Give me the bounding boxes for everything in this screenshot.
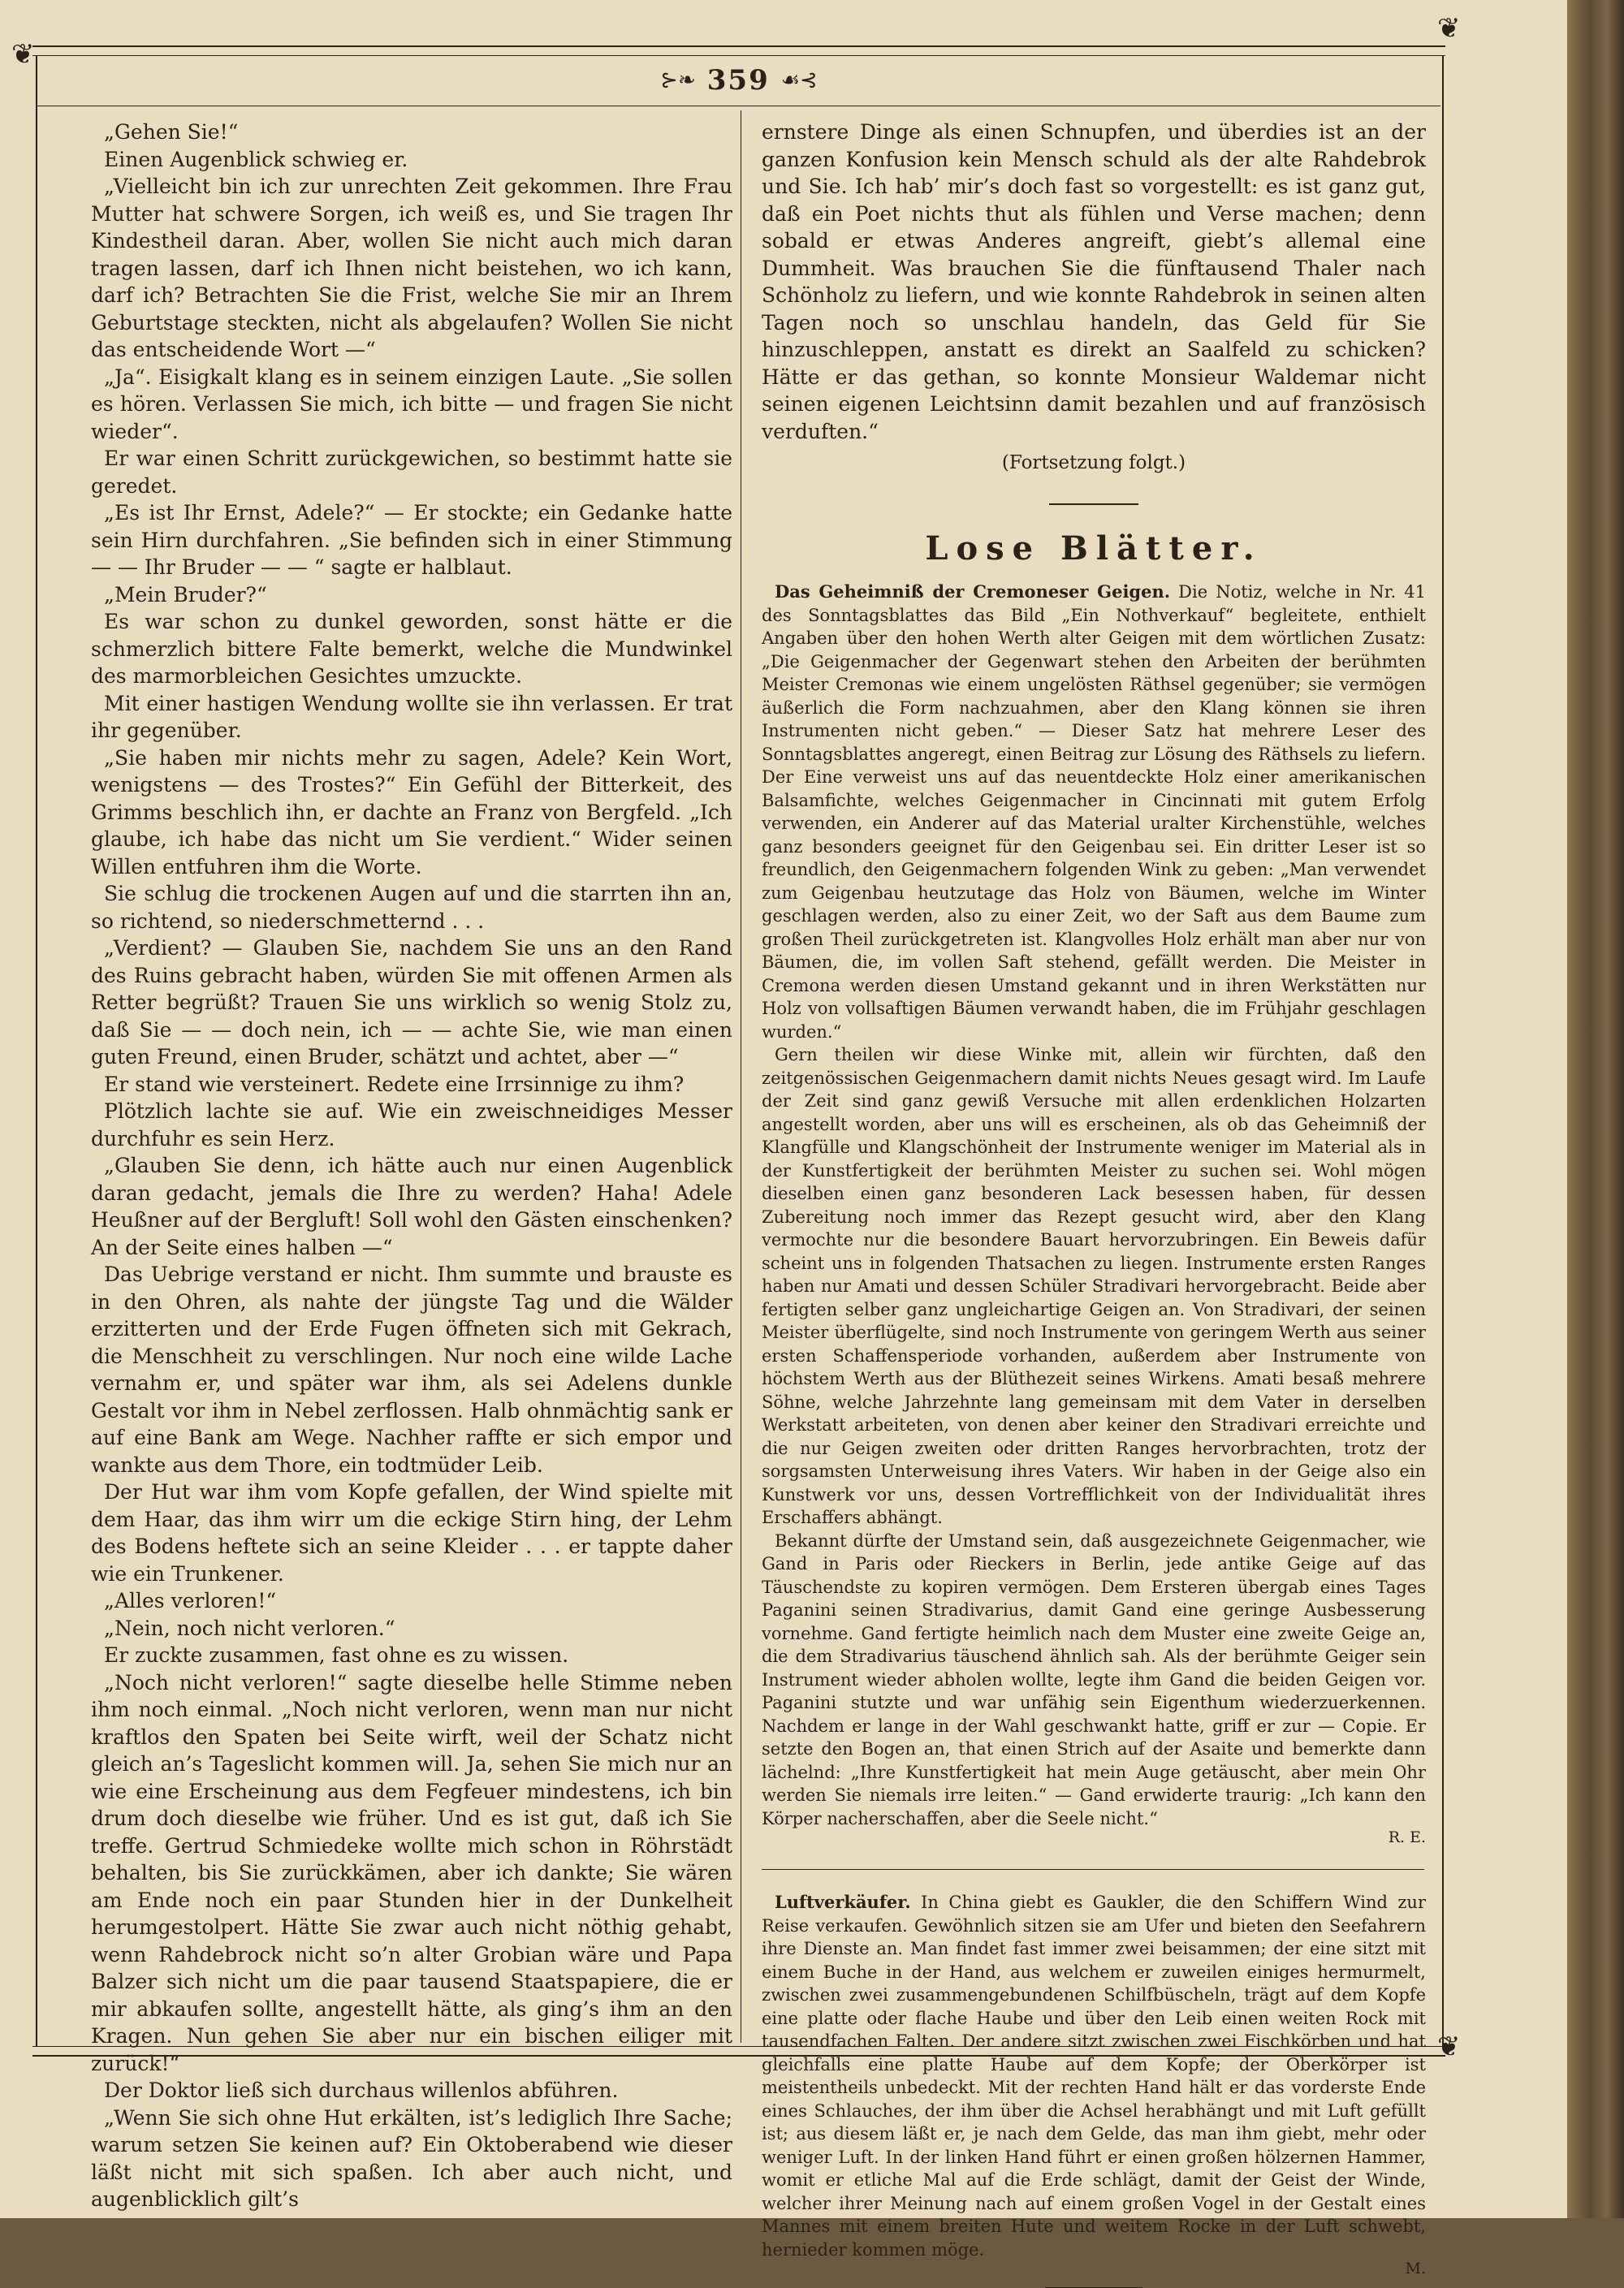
story-paragraph: Der Doktor ließ sich durchaus willenlos abführen. — [104, 2079, 619, 2102]
section-rule — [1049, 503, 1138, 505]
article-title: Luftverkäufer. — [775, 1892, 911, 1912]
story-paragraph: Er stand wie versteinert. Redete eine Irrsinnige zu ihm? — [104, 1072, 685, 1096]
story-paragraph: Sie schlug die trockenen Augen auf und die starrten ihn an, so richtend, so niederschmetternd . . . — [91, 882, 732, 933]
right-column — [762, 119, 1426, 2288]
story-paragraph: „Mein Bruder?“ — [104, 582, 267, 607]
story-paragraph: Das Uebrige verstand er nicht. Ihm summte und brauste es in den Ohren, als nahte der jüngste Tag und die Wälder erzitterten und der Erde Fugen öffneten sich mit Gekrach, die Menschheit zu verschlingen. Nur noch eine wilde Lache vernahm er, und später war ihm, als sei Adelens dunkle Gestalt vor ihm in Nebel zerflossen. Halb ohnmächtig sank er auf eine Bank am Wege. Nachher raffte er sich empor und wankte aus dem Thore, ein todtmüder Leib. — [91, 1263, 732, 1477]
story-paragraph: „Vielleicht bin ich zur unrechten Zeit gekommen. Ihre Frau Mutter hat schwere Sorgen, ich weiß es, und Sie tragen Ihr Kindestheil daran. Aber, wollen Sie nicht auch mich daran tragen lassen, darf ich Ihnen nicht beistehen, wo ich kann, darf ich? Betrachten Sie die Frist, welche Sie mir an Ihrem Geburtstage steckten, nicht als abgelaufen? Wollen Sie nicht das entscheidende Wort —“ — [91, 175, 732, 361]
article-title: Das Geheimniß der Cremoneser Geigen. — [775, 581, 1171, 602]
story-paragraph: Er war einen Schritt zurückgewichen, so bestimmt hatte sie geredet. — [91, 447, 732, 498]
story-paragraph: Plötzlich lachte sie auf. Wie ein zweischneidiges Messer durchfuhr es sein Herz. — [91, 1099, 732, 1150]
article-text: In China giebt es Gaukler, die den Schiffern Wind zur Reise verkaufen. Gewöhnlich sitzen sie am Ufer und bieten den Seefahrern ihre Dienste an. Man findet fast immer zwei beisammen; der eine sitzt mit einem Buche in der Hand, aus welchem er zuweilen einiges hermurmelt, zwischen zwei zusammengebundenen Schilfbüscheln, trägt auf dem Kopfe eine platte oder flache Haube und über den Leib einen weiten Rock mit tausendfachen Falten. Der andere sitzt zwischen zwei Fischkörben und hat gleichfalls eine platte Haube auf dem Kopfe; der Oberkörper ist meistentheils unbedeckt. Mit der rechten Hand hält er das vorderste Ende eines Schlauches, der ihm über die Achsel herabhängt und mit Luft gefüllt ist; aus diesem läßt er, je nach dem Gelde, das man ihm giebt, mehr oder weniger Luft. In der linken Hand führt er einen großen hölzernen Hammer, womit er etliche Mal auf die Erde schlägt, damit der Geist der Winde, welcher ihrer Meinung nach auf einem großen Vogel in der Gestalt eines Mannes mit einem breiten Hute und weitem Rocke in der Luft schwebt, hernieder kommen möge. — [762, 1893, 1426, 2260]
story-paragraph: „Ja“. Eisigkalt klang es in seinem einzigen Laute. „Sie sollen es hören. Verlassen Sie mich, ich bitte — und fragen Sie nicht wieder“. — [91, 365, 732, 443]
author-signature: M. — [1405, 2260, 1426, 2277]
corner-ornament-icon: ❦ — [1437, 2031, 1461, 2063]
article-luftverkaeufer — [762, 1891, 1426, 2261]
story-paragraph: Er zuckte zusammen, fast ohne es zu wissen. — [104, 1643, 569, 1667]
story-paragraph: Der Hut war ihm vom Kopfe gefallen, der Wind spielte mit dem Haar, das ihm wirr um die eckige Stirn hing, der Lehm des Bodens heftete sich an seine Kleider . . . er tappte daher wie ein Trunkener. — [91, 1480, 732, 1586]
section-title: Lose Blätter. — [925, 529, 1263, 568]
story-paragraph: Es war schon zu dunkel geworden, sonst hätte er die schmerzlich bittere Falte bemerkt, welche die Mundwinkel des marmorbleichen Gesichtes umzuckte. — [91, 610, 732, 688]
left-column — [91, 119, 732, 2213]
left-border-rule — [36, 55, 37, 2046]
flourish-right-icon: ☙⊰ — [780, 68, 818, 93]
article-text: Die Notiz, welche in Nr. 41 des Sonntagsblattes das Bild „Ein Nothverkauf“ begleitete, enthielt Angaben über den hohen Werth alter Geigen mit dem wörtlichen Zusatz: „Die Geigenmacher der Gegenwart stehen den Arbeiten der berühmten Meister Cremonas wie einem ungelösten Räthsel gegenüber; sie vermögen äußerlich die Form nachzuahmen, aber den Klang können sie ihren Instrumenten nicht geben.“ — Dieser Satz hat mehrere Leser des Sonntagsblattes angeregt, einen Beitrag zur Lösung des Räthsels zu liefern. Der Eine verweist uns auf das neuentdeckte Holz einer amerikanischen Balsamfichte, welches Geigenmacher in Cincinnati mit gutem Erfolg verwenden, ein Anderer auf das Material uralter Kirchenstühle, welches ganz besonders geeignet für den Geigenbau sei. Ein dritter Leser ist so freundlich, den Geigenmachern folgenden Wink zu geben: „Man verwendet zum Geigenbau heutzutage das Holz von Bäumen, welche im Winter geschlagen werden, also zu einer Zeit, wo der Saft aus dem Baume zum großen Theil zurückgetreten ist. Klangvolles Holz erhält man aber nur von Bäumen, die, im vollen Saft stehend, gefällt werden. Die Meister in Cremona werden diesen Umstand gekannt und in ihren Werkstätten nur Holz von vollsaftigen Bäumen verwandt haben, die im Frühjahr geschlagen wurden.“ — [762, 582, 1426, 1042]
story-paragraph: Einen Augenblick schwieg er. — [104, 147, 408, 171]
story-paragraph: „Gehen Sie!“ — [104, 120, 239, 144]
right-border-rule — [1442, 55, 1444, 2046]
article-separator — [762, 1869, 1424, 1870]
story-paragraph: „Nein, noch nicht verloren.“ — [104, 1616, 395, 1640]
story-paragraph: „Verdient? — Glauben Sie, nachdem Sie uns an den Rand des Ruins gebracht haben, würden Sie mit offenen Armen als Retter begrüßt? Trauen Sie uns wirklich so wenig Stolz zu, daß Sie — — doch nein, ich — — achte Sie, wie man einen guten Freund, einen Bruder, schätzt und achtet, aber —“ — [91, 936, 732, 1068]
article-cremona-first-paragraph — [762, 581, 1426, 1043]
story-paragraph: „Noch nicht verloren!“ sagte dieselbe helle Stimme neben ihm noch einmal. „Noch nicht verloren, wenn man nur nicht kraftlos den Spaten bei Seite wirft, weil der Schatz nicht gleich an’s Tageslicht kommen will. Ja, sehen Sie mich nur an wie eine Erscheinung aus dem Fegfeuer mindestens, ich bin drum doch dieselbe wie früher. Und es ist gut, daß ich Sie treffe. Gertrud Schmiedeke wollte mich schon in Röhrstädt behalten, bis Sie zurückkämen, aber ich dankte; Sie wären am Ende noch ein paar Stunden hier in der Dunkelheit herumgestolpert. Hätte Sie zwar auch nicht nöthig gehabt, wenn Rahdebrock nicht so’n alter Grobian wäre und Papa Balzer sich nicht um die paar tausend Staatspapiere, die er mir abkaufen sollte, angestellt hätte, als ging’s ihm an den Kragen. Nun gehen Sie aber nur ein bischen eiliger mit zurück!“ — [91, 1670, 732, 2075]
continuation-note: (Fortsetzung folgt.) — [1001, 452, 1186, 473]
story-paragraph: „Es ist Ihr Ernst, Adele?“ — Er stockte; ein Gedanke hatte sein Hirn durchfahren. „Sie befinden sich in einer Stimmung — — Ihr Bruder — — “ sagte er halblaut. — [91, 501, 732, 579]
corner-ornament-icon: ❦ — [1437, 12, 1461, 45]
story-paragraph: „Glauben Sie denn, ich hätte auch nur einen Augenblick daran gedacht, jemals die Ihre zu werden? Haha! Adele Heußner auf der Bergluft! Soll wohl den Gästen einschenken? An der Seite eines halben —“ — [91, 1154, 732, 1259]
story-paragraph: „Sie haben mir nichts mehr zu sagen, Adele? Kein Wort, wenigstens — des Trostes?“ Ein Gefühl der Bitterkeit, des Grimms beschlich ihn, er dachte an Franz von Bergfeld. „Ich glaube, ich habe das nicht um Sie verdient.“ Wider seinen Willen entfuhren ihm die Worte. — [91, 745, 732, 879]
article-paragraph: Bekannt dürfte der Umstand sein, daß ausgezeichnete Geigenmacher, wie Gand in Paris oder Rieckers in Berlin, jede antike Geige auf das Täuschendste zu kopiren vermögen. Dem Ersteren übergab eines Tages Paganini seinen Stradivarius, damit Gand eine geringe Ausbesserung vornehme. Gand fertigte heimlich nach dem Muster eine zweite Geige an, die dem Stradivarius täuschend ähnlich sah. Als der berühmte Geiger sein Instrument wieder abholen wollte, legte ihm Gand die beiden Geigen vor. Paganini stutzte und war unfähig sein Eigenthum wiederzuerkennen. Nachdem er lange in der Wahl geschwankt hatte, griff er zur — Copie. Er setzte den Bogen an, that einen Strich auf der Asaite und bemerkte dann lächelnd: „Ihre Kunstfertigkeit hat mein Auge getäuscht, aber mein Ohr werden Sie niemals irre leiten.“ — Gand erwiderte traurig: „Ich kann den Körper nacherschaffen, aber die Seele nicht.“ — [762, 1530, 1426, 1828]
book-page-edge — [1567, 0, 1624, 2218]
article-paragraph: Gern theilen wir diese Winke mit, allein wir fürchten, daß den zeitgenössischen Geigenmachern damit nichts Neues gesagt wird. Im Laufe der Zeit sind ganz gewiß Versuche mit allen erdenklichen Holzarten angestellt worden, aber uns will es erscheinen, als ob das Geheimniß der Klangfülle und Klangschönheit der Instrumente weniger im Material als in der Kunstfertigkeit der berühmten Meister zu suchen sei. Wohl mögen dieselben einen ganz besonderen Lack besessen haben, für dessen Zubereitung noch immer das Rezept gesucht wird, aber den Klang vermochte nur die besondere Bauart hervorzubringen. Ein Beweis dafür scheint uns in folgenden Thatsachen zu liegen. Instrumente ersten Ranges haben nur Amati und dessen Schüler Stradivari hervorgebracht. Beide aber fertigten selber ganz ungleichartige Geigen an. Von Stradivari, der seinen Meister überflügelte, sind noch Instrumente von geringem Werth aus seiner ersten Schaffensperiode vorhanden, außerdem aber Instrumente von höchstem Werth aus der Blüthezeit seines Wirkens. Amati besaß mehrere Söhne, welche Jahrzehnte lang gemeinsam mit dem Vater in derselben Werkstatt arbeiteten, von denen aber keiner den Stradivari erreichte und die nur Geigen zweiten oder dritten Ranges hervorbrachten, trotz der sorgsamsten Unterweisung ihres Vaters. Wir haben in der Geige also ein Kunstwerk vor uns, dessen Vortrefflichkeit von der Individualität ihres Erschaffers abhängt. — [762, 1045, 1426, 1527]
page-number: 359 — [706, 64, 770, 97]
flourish-left-icon: ⊱❧ — [660, 68, 696, 93]
story-paragraph: „Alles verloren!“ — [104, 1589, 277, 1612]
top-border-rule — [32, 45, 1445, 56]
page-header — [617, 62, 861, 99]
story-ending-paragraph: ernstere Dinge als einen Schnupfen, und überdies ist an der ganzen Konfusion kein Mensch schuld als der alte Rahdebrok und Sie. Ich hab’ mir’s doch fast so vorgestellt: es ist ganz gut, daß ein Poet nichts thut als fühlen und Verse machen; denn sobald er etwas Anderes angreift, giebt’s allemal eine Dummheit. Was brauchen Sie die fünftausend Thaler nach Schönholz zu liefern, und wie konnte Rahdebrok in seinen alten Tagen noch so unschlau handeln, das Geld für Sie hinzuschleppen, anstatt es direkt an Saalfeld zu schicken? Hätte er das gethan, so konnte Monsieur Waldemar nicht seinen eigenen Leichtsinn damit bezahlen und auf französisch verduften.“ — [762, 120, 1426, 443]
author-signature: R. E. — [1388, 1828, 1426, 1846]
story-paragraph: Mit einer hastigen Wendung wollte sie ihn verlassen. Er trat ihr gegenüber. — [91, 691, 732, 742]
story-paragraph: „Wenn Sie sich ohne Hut erkälten, ist’s lediglich Ihre Sache; warum setzen Sie keinen auf? Ein Oktoberabend wie dieser läßt nicht mit sich spaßen. Ich aber auch nicht, und augenblicklich gilt’s — [91, 2105, 732, 2211]
corner-ornament-icon: ❦ — [11, 38, 35, 71]
